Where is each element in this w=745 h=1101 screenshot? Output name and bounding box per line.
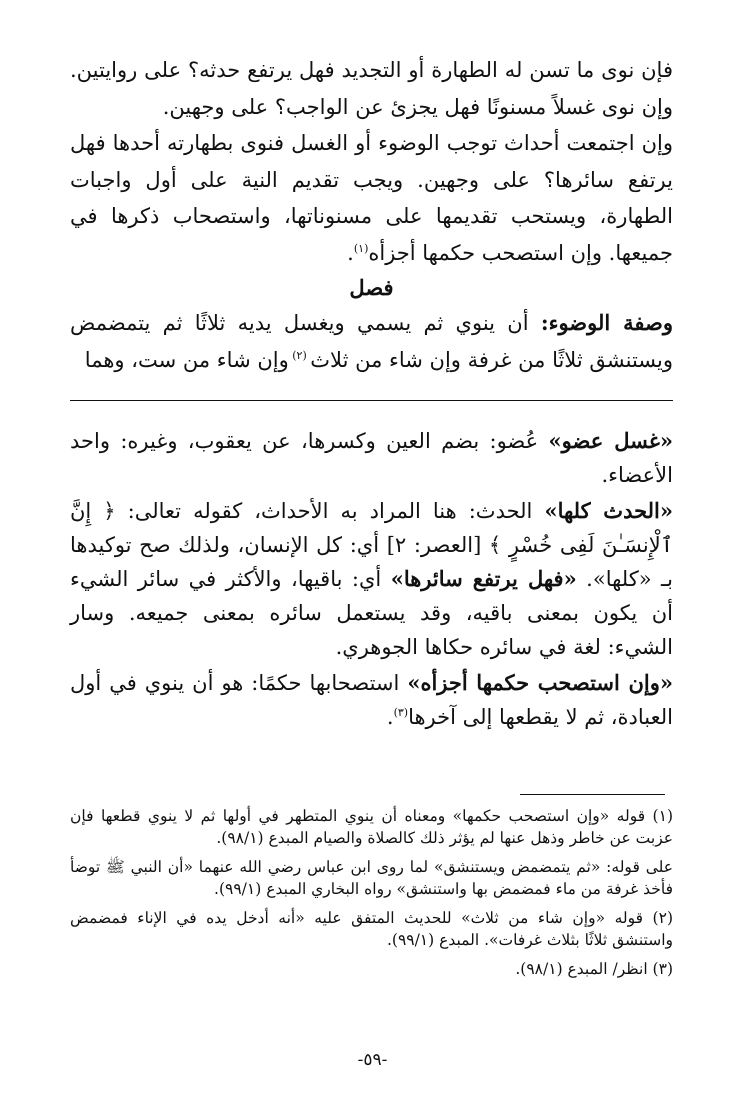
commentary-1 (70, 424, 673, 492)
commentary-4-term: «وإن استصحب حكمها أجزأه» (407, 670, 673, 695)
commentary-1-text: عُضو: بضم العين وكسرها، عن يعقوب، وغيره: واحد الأعضاء. (70, 429, 673, 487)
commentary-4 (70, 666, 673, 734)
footnote-3: (٣) انظر/ المبدع (٩٨/١). (515, 960, 673, 978)
footnote-ref-1[interactable]: (١) (353, 241, 369, 255)
commentary-3-text: أي: باقيها، والأكثر في سائر الشيء أن يكون بمعنى باقيه، وقد يستعمل سائره بمعنى جميعه. وسار الشيء: لغة في سائره حكاها الجوهري. (70, 567, 673, 659)
footnote-divider (520, 794, 665, 795)
wudu-text-a: أن ينوي ثم يسمي ويغسل يديه ثلاثًا ثم يتمضمض ويستنشق ثلاثًا من غرفة وإن شاء من ثلاث (70, 311, 673, 372)
commentary-divider (70, 400, 673, 401)
commentary (70, 424, 673, 736)
section-heading: فصل (349, 275, 394, 300)
commentary-4-text: استصحابها حكمًا: هو أن ينوي في أول العبادة، ثم لا يقطعها إلى آخرها (70, 671, 673, 729)
commentary-2-text: الحدث: هنا المراد به الأحداث، كقوله تعالى: ﴿ إِنَّ ٱلْإِنسَـٰنَ لَفِى خُسْرٍ ﴾ [العصر: ٢] أي: كل الإنسان، ولذلك صح توكيدها بـ «كلها». (70, 499, 674, 591)
footnote-2: (٢) قوله «وإن شاء من ثلاث» للحديث المتفق عليه «أنه أدخل يده في الإناء فمضمض واستنشق ثلاثًا بثلاث غرفات». المبدع (٩٩/١). (70, 909, 673, 949)
paragraph-1: فإن نوى ما تسن له الطهارة أو التجديد فهل يرتفع حدثه؟ على روايتين. وإن نوى غسلاً مسنونًا فهل يجزئ عن الواجب؟ على وجهين. (70, 58, 673, 119)
commentary-2 (70, 494, 673, 664)
footnote-extra: على قوله: «ثم يتمضمض ويستنشق» لما روى ابن عباس رضي الله عنهما «أن النبي ﷺ توضأ فأخذ غرفة من ماء فمضمض بها واستنشق» رواه البخاري المبدع (٩٩/١). (70, 858, 673, 898)
footnote-ref-2[interactable]: (٢) (288, 348, 311, 362)
wudu-term: وصفة الوضوء: (540, 310, 673, 335)
paragraph-wudu (70, 305, 673, 378)
commentary-3-term: «فهل يرتفع سائرها» (390, 566, 577, 591)
paragraph-2 (70, 125, 673, 271)
commentary-2-term: «الحدث كلها» (544, 498, 674, 523)
commentary-4-end: . (386, 705, 394, 729)
page-number: -٥٩- (357, 1050, 388, 1070)
footnote-ref-3[interactable]: (٣) (393, 706, 409, 719)
footnote-1: (١) قوله «وإن استصحب حكمها» ومعناه أن ينوي المتطهر في أولها ثم لا ينوي قطعها فإن عزبت عن خاطر وذهل عنها لم يؤثر ذلك كالصلاة والصيام المبدع (٩٨/١). (70, 807, 673, 847)
commentary-1-term: «غسل عضو» (548, 428, 673, 453)
wudu-text-b: وإن شاء من ست، وهما (84, 347, 289, 372)
paragraph-2-text: وإن اجتمعت أحداث توجب الوضوء أو الغسل فنوى بطهارته أحدها فهل يرتفع سائرها؟ على وجهين. ويجب تقديم النية على أول واجبات الطهارة، ويستحب تقديمها على مسنوناتها، واستصحاب ذكرها في جميعها. وإن استصحب حكمها أجزأه (70, 131, 673, 265)
paragraph-2-end: . (347, 240, 354, 265)
main-text (70, 52, 673, 378)
footnotes (70, 806, 673, 981)
